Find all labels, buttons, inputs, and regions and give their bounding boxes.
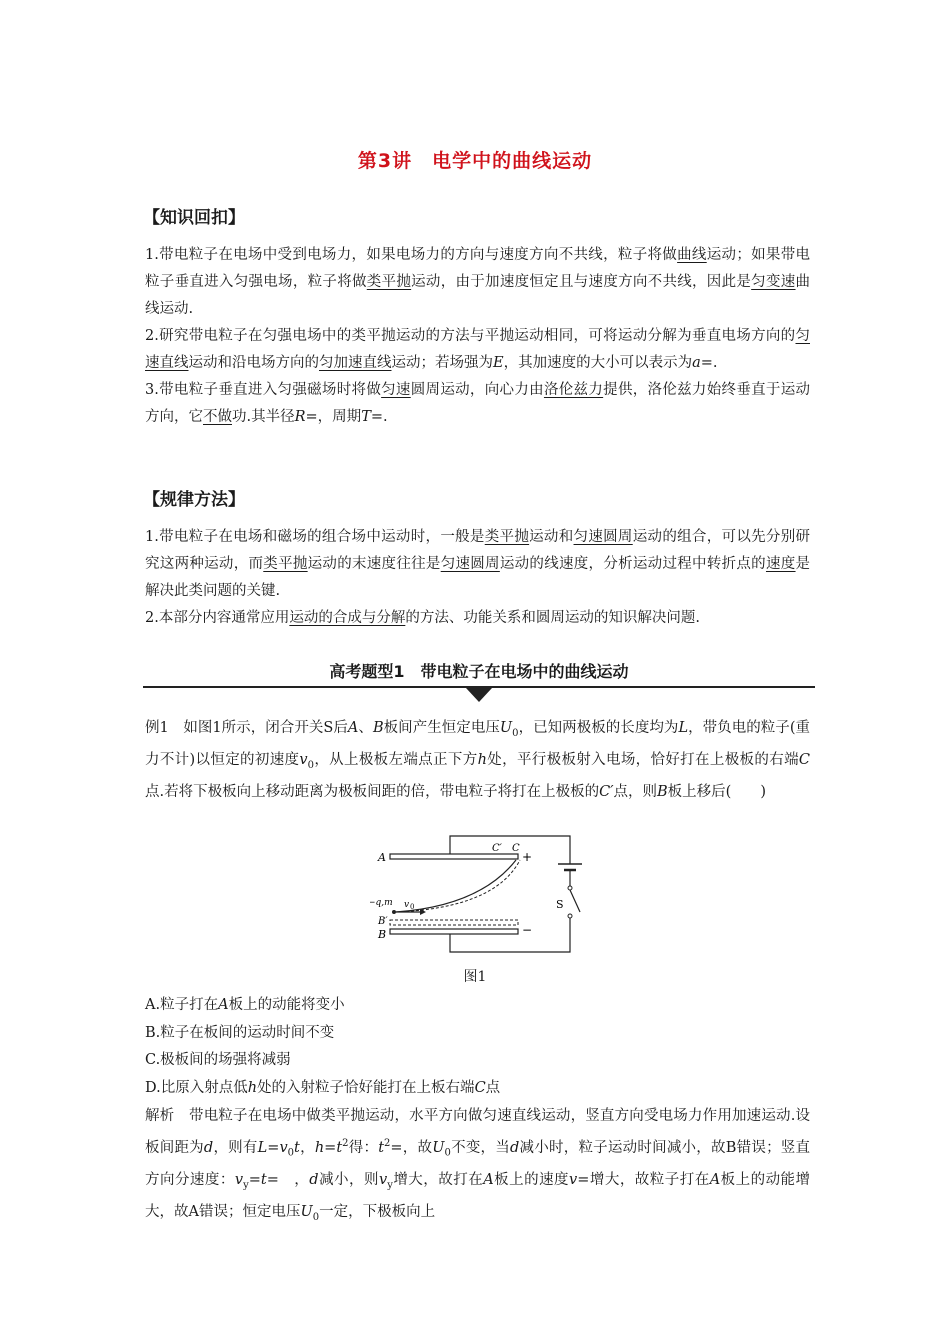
- switch-contact: [568, 914, 572, 918]
- example-stem: 例1 如图1所示，闭合开关S后A、B板间产生恒定电压$U_0$，已知两极板的长度均为L，带负电的粒子(重力不计)以恒定的初速度$v_0$，从上极板左端点正下方h处，平行极板射入电场，恰好打在上极板的右端C点.若将下极板向上移动距离为极板间距的倍，带电粒子将打在上极板的C′点，则B板上移后( ): [145, 720, 811, 800]
- banner-title: 高考题型1 带电粒子在电场中的曲线运动: [329, 662, 629, 681]
- option-b: B.粒子在板间的运动时间不变: [145, 1024, 335, 1041]
- label-b: B: [378, 928, 387, 941]
- wire-top: [450, 836, 570, 864]
- label-c-prime: C′: [492, 843, 502, 854]
- method-item-1: 1.带电粒子在电场和磁场的组合场中运动时，一般是类平抛运动和匀速圆周运动的组合，可以先分别研究这两种运动，而类平抛运动的末速度往往是匀速圆周运动的线速度，分析运动过程中转折点的速度是解决此类问题的关键.: [145, 529, 811, 599]
- knowledge-heading: 【知识回扣】: [143, 208, 245, 228]
- method-item-2: 2.本部分内容通常应用运动的合成与分解的方法、功能关系和圆周运动的知识解决问题.: [145, 610, 700, 626]
- plate-b: [390, 929, 518, 934]
- knowledge-item-2: 2.研究带电粒子在匀强电场中的类平抛运动的方法与平抛运动相同，可将运动分解为垂直电场方向的匀速直线运动和沿电场方向的匀加速直线运动；若场强为E，其加速度的大小可以表示为a=.: [145, 328, 810, 371]
- analysis-text: 解析 带电粒子在电场中做类平抛运动，水平方向做匀速直线运动，竖直方向受电场力作用加速运动.设板间距为d，则有$L=v_0t$，$h=t^2$得：$t^2=$，故$U_0$不变，当d减小时，粒子运动时间减小，故B错误；竖直方向分速度：$v_y=t=$ ，d减小，则$v_y$增大，故打在A板上的速度v=增大，故粒子打在A板上的动能增大，故A错误；恒定电压$U_0$一定，下极板向上: [145, 1108, 811, 1223]
- banner-triangle-icon: [466, 688, 492, 702]
- method-heading: 【规律方法】: [143, 490, 245, 510]
- figure-caption: 图1: [463, 969, 487, 985]
- particle-dot: [392, 910, 396, 914]
- label-velocity-sub: 0: [410, 903, 415, 911]
- plate-b-prime: [390, 920, 518, 925]
- question-type-banner: [143, 655, 815, 705]
- plate-a: [390, 854, 518, 859]
- label-b-prime: B′: [378, 916, 388, 927]
- switch-lever: [570, 890, 580, 912]
- label-c: C: [512, 843, 520, 854]
- label-plus: +: [522, 850, 533, 864]
- knowledge-item-1: 1.带电粒子在电场中受到电场力，如果电场力的方向与速度方向不共线，粒子将做曲线运动；如果带电粒子垂直进入匀强电场，粒子将做类平抛运动，由于加速度恒定且与速度方向不共线，因此是匀变速曲线运动.: [145, 247, 811, 317]
- label-switch: S: [556, 898, 564, 911]
- figure-1-circuit-diagram: [370, 834, 590, 964]
- analysis-section: [145, 1103, 810, 1231]
- label-minus: −: [522, 923, 533, 937]
- option-a: A.粒子打在A板上的动能将变小: [145, 997, 345, 1013]
- knowledge-item-3: 3.带电粒子垂直进入匀强磁场时将做匀速圆周运动，向心力由洛伦兹力提供，洛伦兹力始终垂直于运动方向，它不做功.其半径R=，周期T=.: [145, 382, 811, 425]
- label-a: A: [378, 851, 386, 864]
- knowledge-section: [145, 242, 810, 431]
- circuit-svg: [370, 834, 590, 964]
- switch-pivot: [568, 886, 572, 890]
- trajectory-to-c: [396, 860, 520, 912]
- example-1: [145, 715, 810, 806]
- option-d: D.比原入射点低h处的入射粒子恰好能打在上板右端C点: [145, 1079, 501, 1096]
- lecture-title: 第3讲 电学中的曲线运动: [357, 150, 593, 172]
- method-section: [145, 524, 810, 632]
- label-charge-mass: −q,m: [370, 898, 393, 908]
- option-c: C.极板间的场强将减弱: [145, 1052, 291, 1068]
- answer-options: [145, 992, 500, 1102]
- label-velocity: v: [404, 900, 410, 910]
